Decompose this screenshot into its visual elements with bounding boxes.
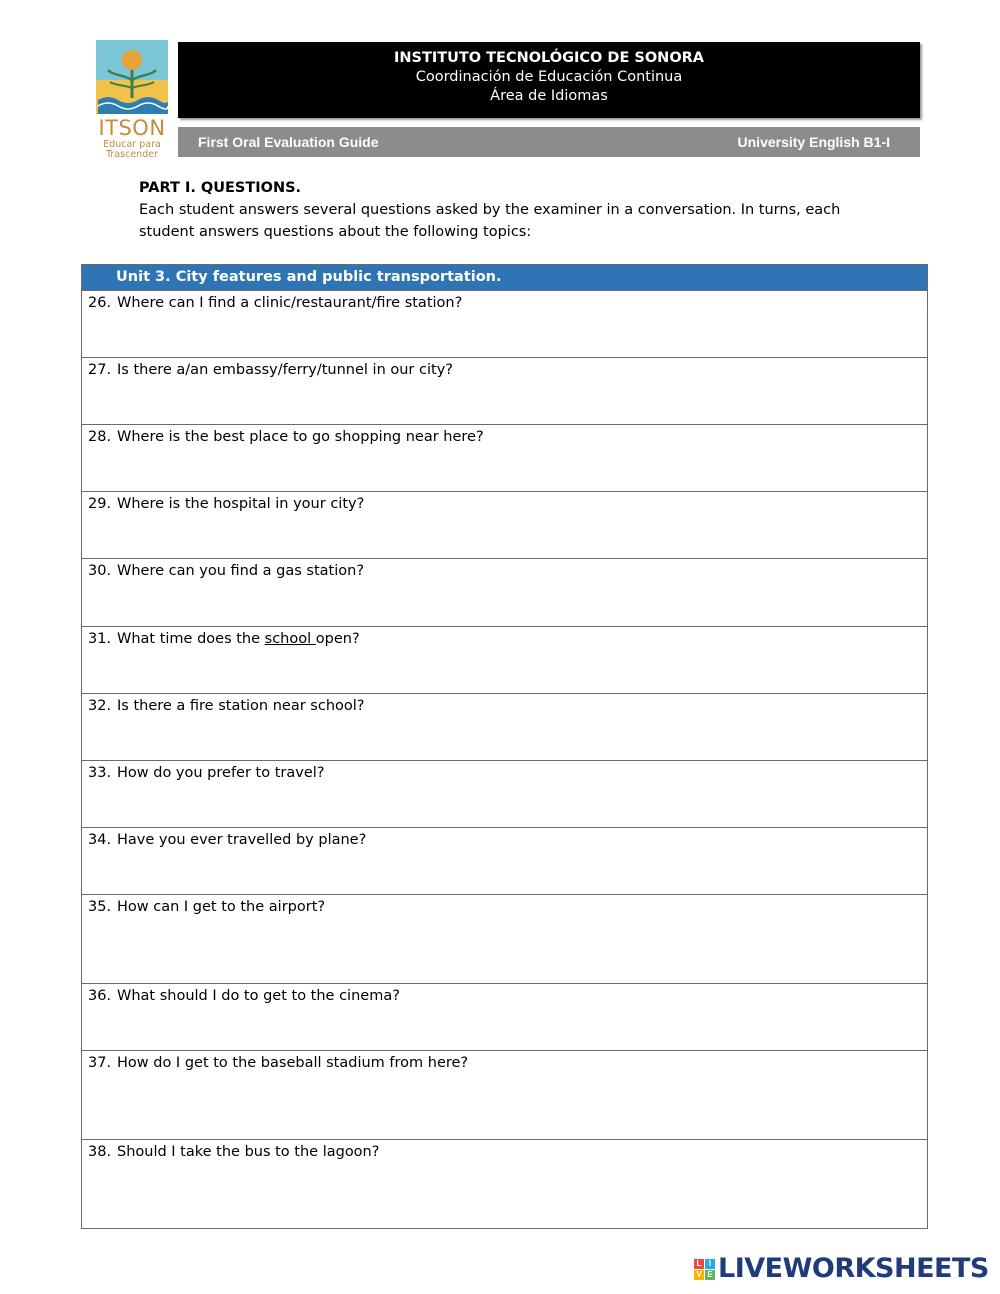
guide-bar bbox=[178, 127, 920, 157]
area-name: Área de Idiomas bbox=[490, 88, 608, 104]
question-text-before: What time does the bbox=[117, 631, 265, 647]
question-row bbox=[82, 425, 928, 492]
header-title-box bbox=[178, 42, 920, 118]
institution-name: INSTITUTO TECNOLÓGICO DE SONORA bbox=[393, 50, 705, 66]
question-row bbox=[82, 559, 928, 627]
question-row bbox=[82, 984, 928, 1051]
question-number: 35. bbox=[88, 899, 112, 915]
question-text: How do you prefer to travel? bbox=[117, 765, 325, 781]
question-text: Is there a fire station near school? bbox=[117, 698, 365, 714]
question-row bbox=[82, 492, 928, 559]
question-number: 36. bbox=[88, 988, 112, 1004]
part-title: PART I. QUESTIONS. bbox=[139, 180, 302, 196]
question-number: 27. bbox=[88, 362, 112, 378]
question-row bbox=[82, 358, 928, 425]
question-number: 37. bbox=[88, 1055, 112, 1071]
question-number: 32. bbox=[88, 698, 112, 714]
icon-letter: V bbox=[694, 1270, 704, 1280]
question-row bbox=[82, 1051, 928, 1140]
question-text: How do I get to the baseball stadium from here? bbox=[117, 1055, 469, 1071]
icon-letter: L bbox=[694, 1259, 704, 1269]
instructions-line1: Each student answers several questions asked by the examiner in a conversation. In turns, each bbox=[139, 202, 841, 218]
question-text: Where is the best place to go shopping near here? bbox=[117, 429, 484, 445]
question-text: Where can you find a gas station? bbox=[117, 563, 365, 579]
question-text: How can I get to the airport? bbox=[117, 899, 326, 915]
question-number: 26. bbox=[88, 295, 112, 311]
question-number: 34. bbox=[88, 832, 112, 848]
question-row bbox=[82, 1140, 928, 1229]
itson-logo bbox=[94, 40, 170, 162]
logo-emblem-icon bbox=[94, 40, 170, 116]
question-text-underlined: school bbox=[264, 631, 316, 647]
logo-name: ITSON bbox=[98, 116, 166, 140]
instructions-line2: student answers questions about the following topics: bbox=[139, 224, 532, 240]
question-number: 30. bbox=[88, 563, 112, 579]
question-row bbox=[82, 895, 928, 984]
logo-tagline-line2: Trascender bbox=[106, 149, 158, 160]
question-number: 28. bbox=[88, 429, 112, 445]
question-row bbox=[82, 291, 928, 358]
question-number: 33. bbox=[88, 765, 112, 781]
coordination-name: Coordinación de Educación Continua bbox=[415, 69, 683, 85]
question-text: Have you ever travelled by plane? bbox=[117, 832, 367, 848]
question-text: Where is the hospital in your city? bbox=[117, 496, 365, 512]
question-text: Where can I find a clinic/restaurant/fire station? bbox=[117, 295, 463, 311]
question-text: Should I take the bus to the lagoon? bbox=[117, 1144, 380, 1160]
question-text: Is there a/an embassy/ferry/tunnel in our city? bbox=[117, 362, 453, 378]
guide-title: First Oral Evaluation Guide bbox=[198, 134, 379, 150]
unit-title: Unit 3. City features and public transportation. bbox=[82, 265, 928, 291]
icon-letter: E bbox=[705, 1270, 715, 1280]
questions-table bbox=[81, 264, 928, 1229]
liveworksheets-icon bbox=[694, 1259, 716, 1281]
question-text: What should I do to get to the cinema? bbox=[117, 988, 400, 1004]
question-text-after: open? bbox=[315, 631, 360, 647]
icon-letter: I bbox=[705, 1259, 715, 1269]
course-name: University English B1-I bbox=[737, 134, 890, 150]
question-row bbox=[82, 761, 928, 828]
instructions bbox=[139, 177, 859, 243]
question-row bbox=[82, 627, 928, 694]
unit-header-row bbox=[82, 265, 928, 291]
question-number: 31. bbox=[88, 631, 112, 647]
question-number: 38. bbox=[88, 1144, 112, 1160]
logo-tagline-line1: Educar para bbox=[103, 139, 161, 150]
logo-tagline bbox=[94, 140, 170, 160]
liveworksheets-brand: LIVEWORKSHEETS bbox=[718, 1253, 989, 1284]
question-number: 29. bbox=[88, 496, 112, 512]
question-row bbox=[82, 694, 928, 761]
question-row bbox=[82, 828, 928, 895]
